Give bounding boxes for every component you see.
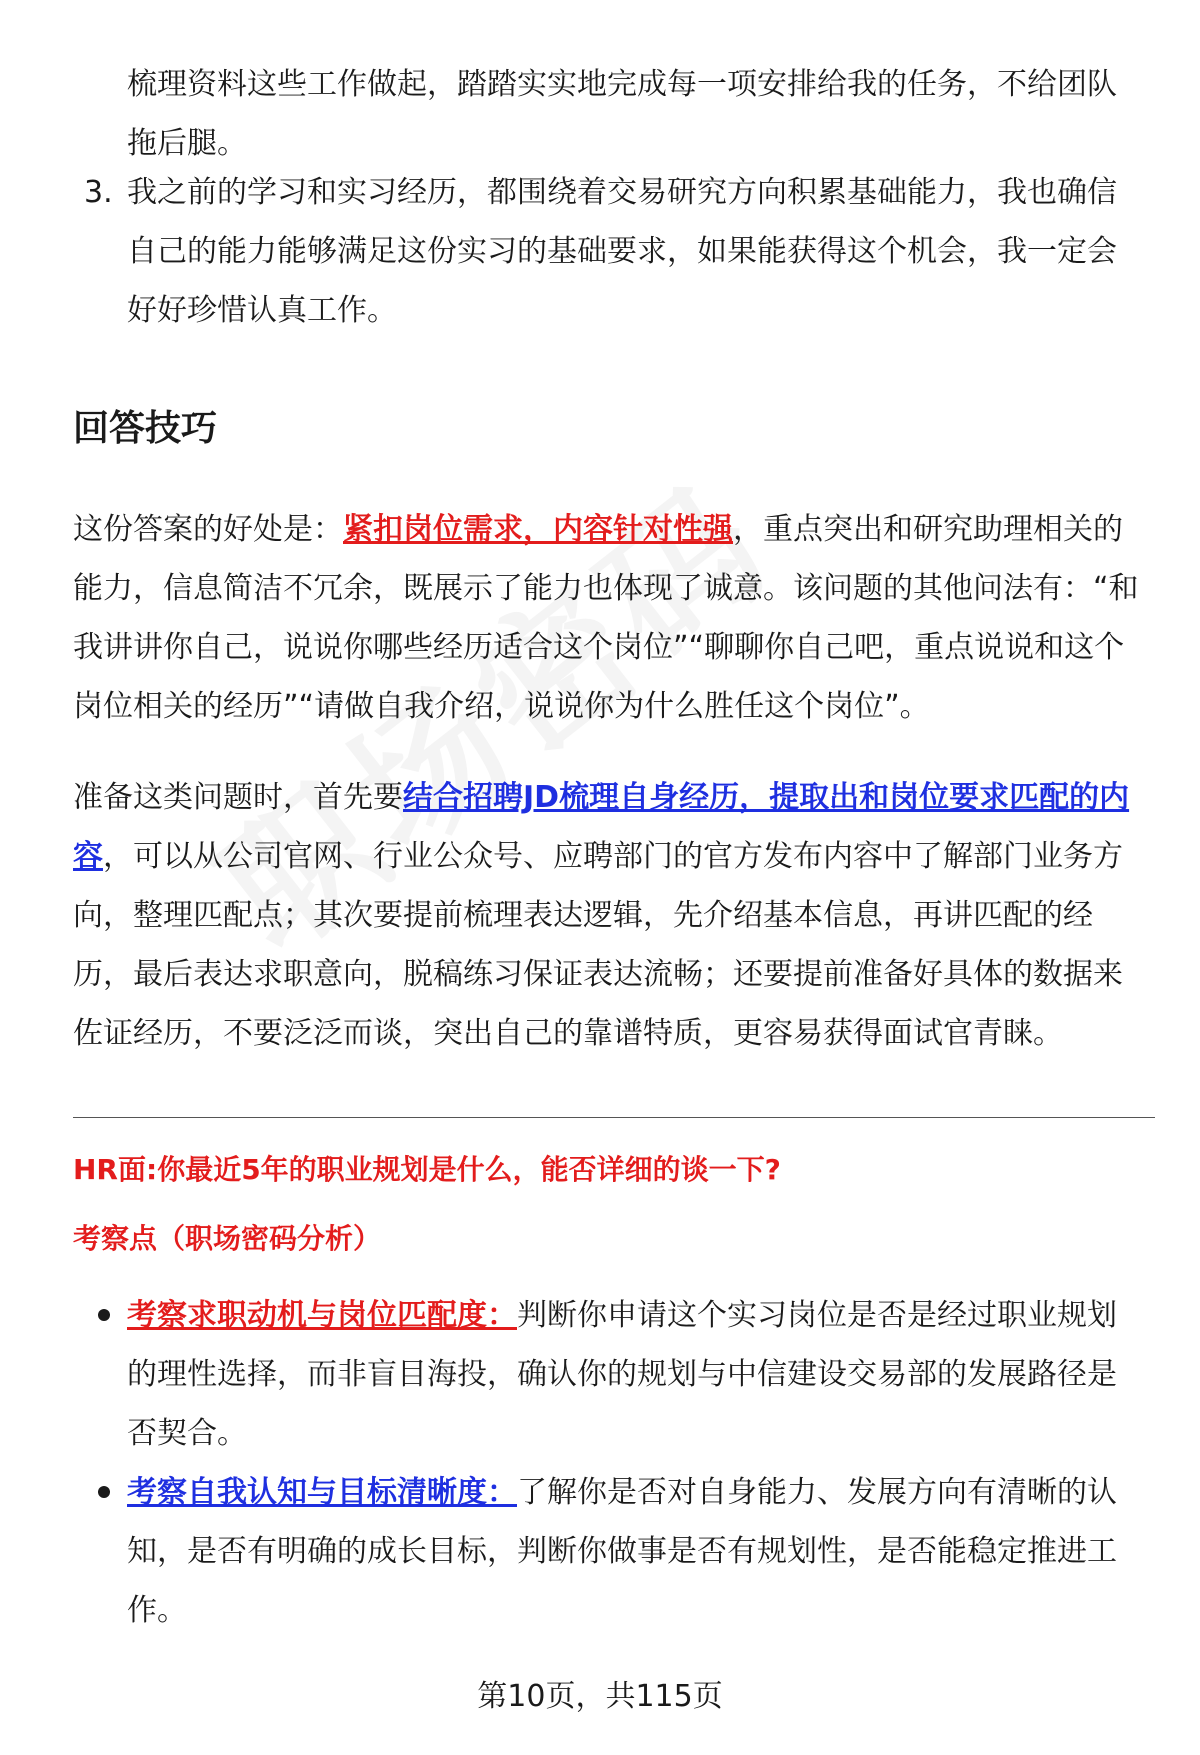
bullet-label: 考察求职动机与岗位匹配度：	[127, 1298, 517, 1333]
list-number: 3.	[84, 175, 113, 210]
bullet-item-1	[127, 1286, 1142, 1463]
paragraph-text: 准备这类问题时，首先要	[73, 780, 403, 815]
list-item-text: 梳理资料这些工作做起，踏踏实实地完成每一项安排给我的任务，不给团队拖后腿。	[127, 67, 1117, 161]
bullet-dot-icon	[98, 1486, 110, 1498]
paragraph-text: ，重点突出和研究助理相关的能力，信息简洁不冗余，既展示了能力也体现了诚意。该问题的其他问法有：“和我讲讲你自己，说说你哪些经历适合这个岗位”“聊聊你自己吧，重点说说和这个岗位相关的经历”“请做自我介绍，说说你为什么胜任这个岗位”。	[73, 512, 1139, 724]
divider	[73, 1117, 1155, 1118]
list-item-3	[127, 163, 1142, 340]
highlight-blue: 结合招聘JD梳理自身经历，提取出和岗位要求匹配的内容	[73, 780, 1130, 874]
paragraph-text: 这份答案的好处是：	[73, 512, 343, 547]
section-heading: 回答技巧	[73, 408, 218, 449]
bullet-text: 判断你申请这个实习岗位是否是经过职业规划的理性选择，而非盲目海投，确认你的规划与中信建设交易部的发展路径是否契合。	[127, 1298, 1117, 1451]
analysis-heading: 考察点（职场密码分析）	[73, 1222, 382, 1255]
list-item-text: 我之前的学习和实习经历，都围绕着交易研究方向积累基础能力，我也确信自己的能力能够满足这份实习的基础要求，如果能获得这个机会，我一定会好好珍惜认真工作。	[127, 175, 1117, 328]
highlight-red: 紧扣岗位需求，内容针对性强	[343, 512, 733, 547]
list-item-continuation	[127, 55, 1142, 173]
paragraph-text: ，可以从公司官网、行业公众号、应聘部门的官方发布内容中了解部门业务方向，整理匹配点；其次要提前梳理表达逻辑，先介绍基本信息，再讲匹配的经历，最后表达求职意向，脱稿练习保证表达流畅；还要提前准备好具体的数据来佐证经历，不要泛泛而谈，突出自己的靠谱特质，更容易获得面试官青睐。	[73, 839, 1123, 1051]
bullet-dot-icon	[98, 1309, 110, 1321]
paragraph-preparation	[73, 768, 1143, 1063]
bullet-label: 考察自我认知与目标清晰度：	[127, 1475, 517, 1510]
paragraph-answer-benefits	[73, 500, 1143, 736]
bullet-text: 了解你是否对自身能力、发展方向有清晰的认知，是否有明确的成长目标，判断你做事是否有规划性，是否能稳定推进工作。	[127, 1475, 1117, 1628]
hr-question: HR面:你最近5年的职业规划是什么，能否详细的谈一下?	[73, 1153, 781, 1186]
bullet-item-2	[127, 1463, 1142, 1640]
page-footer: 第10页，共115页	[477, 1679, 723, 1714]
